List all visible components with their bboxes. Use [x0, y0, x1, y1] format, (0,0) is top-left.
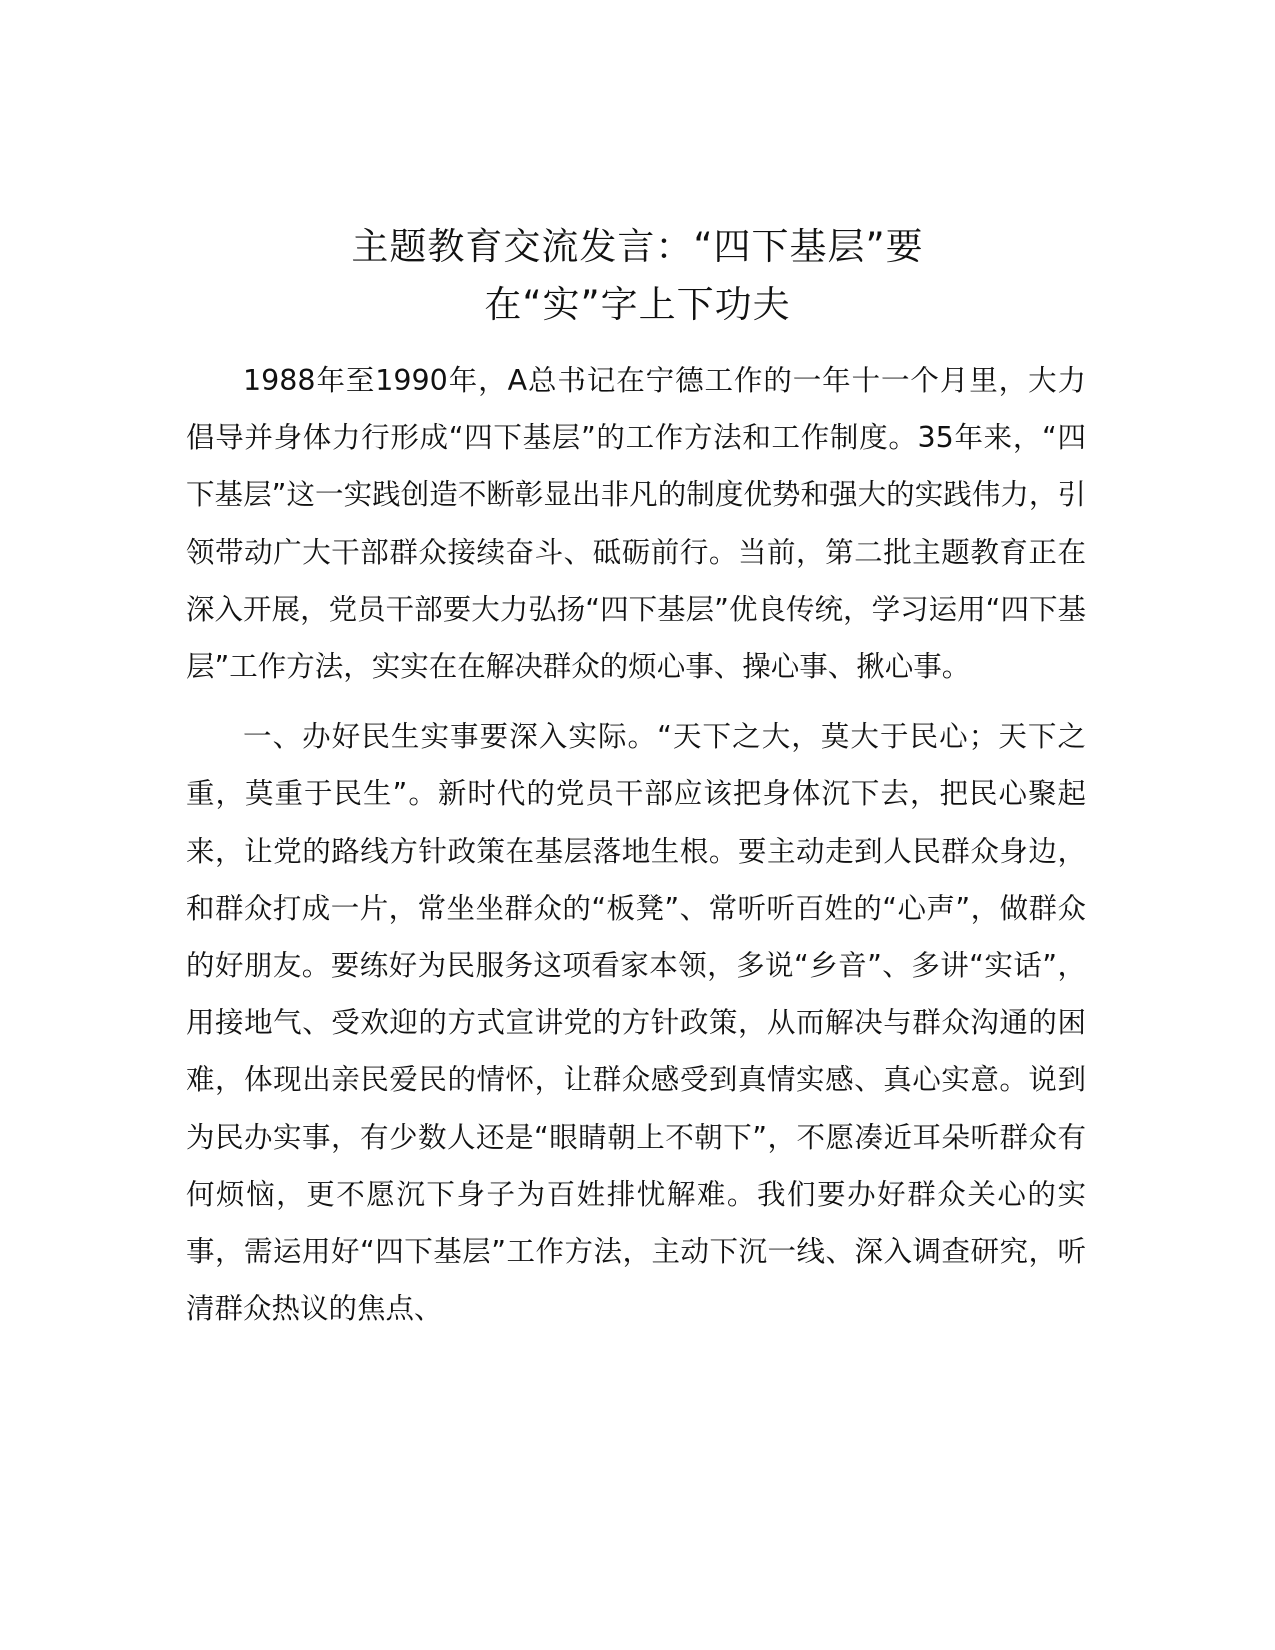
document-body [186, 352, 1086, 1337]
paragraph-section-1: 一、办好民生实事要深入实际。“天下之大，莫大于民心；天下之重，莫重于民生”。新时代的党员干部应该把身体沉下去，把民心聚起来，让党的路线方针政策在基层落地生根。要主动走到人民群众身边，和群众打成一片，常坐坐群众的“板凳”、常听听百姓的“心声”，做群众的好朋友。要练好为民服务这项看家本领，多说“乡音”、多讲“实话”，用接地气、受欢迎的方式宣讲党的方针政策，从而解决与群众沟通的困难，体现出亲民爱民的情怀，让群众感受到真情实感、真心实意。说到为民办实事，有少数人还是“眼睛朝上不朝下”，不愿凑近耳朵听群众有何烦恼，更不愿沉下身子为百姓排忧解难。我们要办好群众关心的实事，需运用好“四下基层”工作方法，主动下沉一线、深入调查研究，听清群众热议的焦点、 [186, 720, 1086, 1326]
document-title [180, 218, 1095, 334]
paragraph-intro: 1988年至1990年，A总书记在宁德工作的一年十一个月里，大力倡导并身体力行形成“四下基层”的工作方法和工作制度。35年来，“四下基层”这一实践创造不断彰显出非凡的制度优势和强大的实践伟力，引领带动广大干部群众接续奋斗、砥砺前行。当前，第二批主题教育正在深入开展，党员干部要大力弘扬“四下基层”优良传统，学习运用“四下基层”工作方法，实实在在解决群众的烦心事、操心事、揪心事。 [186, 364, 1086, 684]
title-line-1: 主题教育交流发言：“四下基层”要 [351, 225, 924, 268]
title-line-2: 在“实”字上下功夫 [484, 283, 791, 326]
